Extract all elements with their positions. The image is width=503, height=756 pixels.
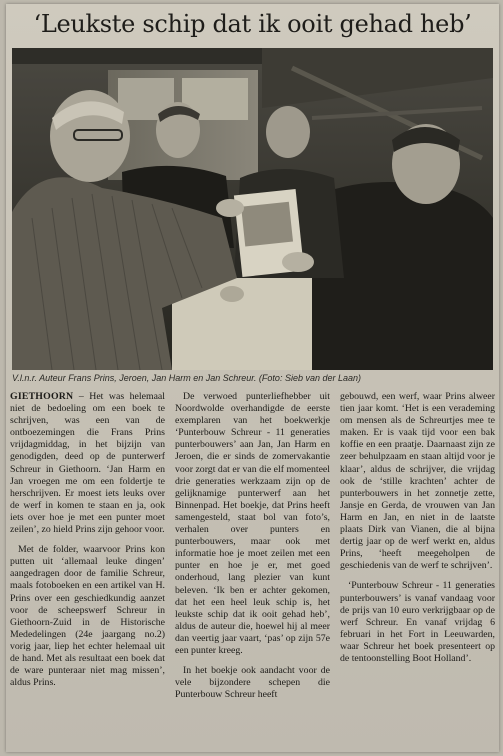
article-body [10,391,495,747]
news-photo [12,48,493,370]
article-column-2 [175,391,330,747]
headline: ‘Leukste schip dat ik ooit gehad heb’ [33,10,472,38]
article-paragraph: gebouwd, een werf, waar Prins alweer tien jaar komt. ‘Het is een verademing om mensen als de Schreurtjes mee te maken. Er is vaak tijd voor een bak koffie en een praatje. Daarnaast zijn ze zeer behulpzaam en staan altijd voor je klaar’, aldus de schrijver, die vrijdag ook de ‘stille krachten’ achter de punterbouwers in het zonnetje zette, Jansje en Gerda, de vrouwen van Jan Harm en Jan, en niet in de laatste plaats Dirk van Vianen, die al bijna dertig jaar op de werf werkt en, aldus Prins, ‘heeft meegeholpen de geschiedenis van de werf te schrijven’. [340,391,495,572]
article-paragraph: ‘Punterbouw Schreur - 11 generaties punterbouwers’ is vanaf vandaag voor de prijs van 10 euro verkrijgbaar op de werf Schreur. En vanaf vrijdag 6 februari in het Fort in Leeuwarden, waar Schreur het boek presenteert op de tentoonstelling Boot Holland’. [340,580,495,664]
photo-illustration [12,48,493,370]
newspaper-clipping [6,4,499,752]
article-column-3 [340,391,495,747]
photo-caption: V.l.n.r. Auteur Frans Prins, Jeroen, Jan Harm en Jan Schreur. (Foto: Sieb van der Laan) [12,373,361,383]
paragraph-text: – Het was helemaal niet de bedoeling om een boek te schrijven, was een van de ontboezemingen die Frans Prins vrijdagmiddag, in het bijzijn van genodigden, deed op de punterwerf Schreur in Giethoorn. ‘Jan Harm en Jan vroegen me om een foldertje te herschrijven. Er moest iets leuks over de werf in komen te staan en ja, ook iets over hoe je met een punter moet zeilen’, zo hield Prins zijn gehoor voor. [10,391,165,536]
article-paragraph: Met de folder, waarvoor Prins kon putten uit ‘allemaal leuke dingen’ aangedragen door de familie Schreur, maals fotoboeken en een artikel van H. Prins over een geschiedkundig aanzet voor de scheepswerf Schreur in Giethoorn-Zuid in de Historische Mededelingen (24e jaargang no.2) vorig jaar, liep het echter helemaal uit de hand. Met als resultaat een boek dat de ware punteraar niet mag missen’, aldus Prins. [10,544,165,689]
article-paragraph [10,391,165,536]
dateline: GIETHOORN [10,391,74,402]
article-column-1 [10,391,165,747]
article-paragraph: In het boekje ook aandacht voor de vele bijzondere schepen die Punterbouw Schreur heeft [175,665,330,701]
article-paragraph: De verwoed punterliefhebber uit Noordwolde overhandigde de eerste exemplaren van het boekwerkje ‘Punterbouw Schreur - 11 generaties punterbouwers’ aan Jan, Jan Harm en Jeroen, die er sinds de zomervakantie voor zorgt dat er van die elf momenteel drie generaties werkzaam zijn op de gelijknamige punterwerf aan het Binnenpad. Het boekje, dat Prins heeft samengesteld, staat bol van foto’s, verhalen over punters en punterbouwers, maar ook met informatie hoe je moet zeilen met een punter en hoe je er, met goed onderhoud, lang plezier van kunt beleven. ‘Ik ben er achter gekomen, dat het een heel leuk schip is, het leukste schip dat ik ooit gehad heb’, aldus de auteur die, hoewel hij al meer dan veertig jaar vaart, ‘pas’ op zijn 57e een punter kreeg. [175,391,330,656]
